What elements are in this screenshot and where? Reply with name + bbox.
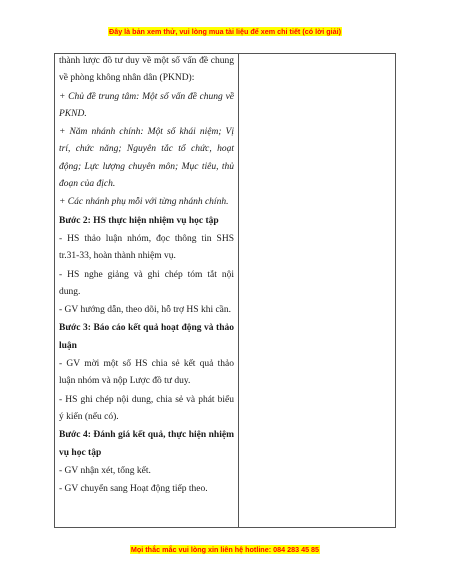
- step-heading: Bước 3: Báo cáo kết quả hoạt động và thảo luận: [59, 323, 234, 351]
- paragraph: - GV nhận xét, tổng kết.: [59, 465, 151, 476]
- paragraph: - GV chuyển sang Hoạt động tiếp theo.: [59, 484, 208, 495]
- teacher-student-activity-cell: [59, 53, 234, 498]
- hotline-notice-text: Mọi thắc mắc vui lòng xin liên hệ hotline: 084 283 45 85: [130, 545, 320, 554]
- step-heading: Bước 4: Đánh giá kết quả, thực hiện nhiệm vụ học tập: [59, 430, 234, 458]
- paragraph: - GV mời một số HS chia sẻ kết quả thảo luận nhóm và nộp Lược đồ tư duy.: [59, 359, 234, 387]
- preview-notice: [0, 27, 450, 37]
- paragraph: + Các nhánh phụ mỗi với từng nhánh chính.: [59, 197, 229, 208]
- paragraph: thành lược đồ tư duy về một số vấn đề chung về phòng không nhân dân (PKND):: [59, 56, 234, 84]
- paragraph: + Chủ đề trung tâm: Một số vấn đề chung về PKND.: [59, 91, 234, 119]
- step-heading: Bước 2: HS thực hiện nhiệm vụ học tập: [59, 215, 219, 226]
- paragraph: - GV hướng dẫn, theo dõi, hỗ trợ HS khi cần.: [59, 305, 232, 316]
- paragraph: + Năm nhánh chính: Một số khái niệm; Vị trí, chức năng; Nguyên tắc tổ chức, hoạt động; Lực lượng chuyên môn; Mục tiêu, thủ đoạn của địch.: [59, 127, 234, 190]
- column-divider: [238, 54, 239, 527]
- paragraph: - HS thảo luận nhóm, đọc thông tin SHS tr.31-33, hoàn thành nhiệm vụ.: [59, 233, 234, 262]
- hotline-notice: [0, 545, 450, 555]
- paragraph: - HS ghi chép nội dung, chia sẻ và phát biểu ý kiến (nếu có).: [59, 394, 234, 422]
- paragraph: - HS nghe giảng và ghi chép tóm tắt nội dung.: [59, 269, 234, 297]
- preview-notice-text: Đây là bản xem thử, vui lòng mua tài liệu để xem chi tiết (có lời giải): [109, 27, 341, 36]
